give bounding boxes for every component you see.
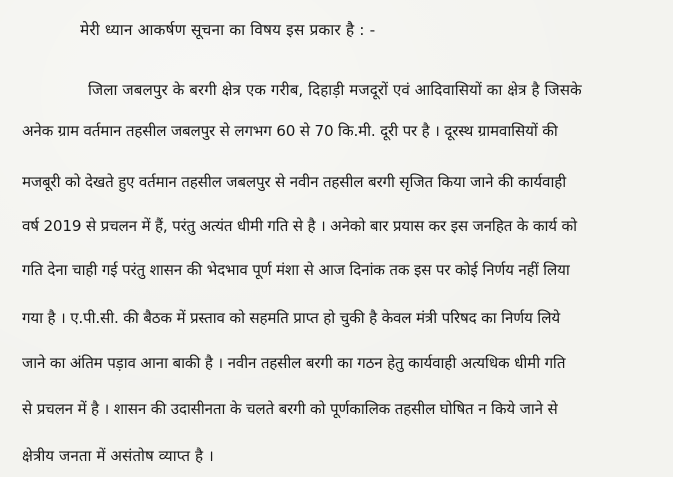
paragraph-line-4: वर्ष 2019 से प्रचलन में हैं, परंतु अत्यंत धीमी गति से है । अनेको बार प्रयास कर इस जनहित के कार्य को (22, 217, 577, 235)
paragraph-line-8: से प्रचलन में है । शासन की उदासीनता के चलते बरगी को पूर्णकालिक तहसील घोषित न किये जाने से (22, 400, 558, 418)
paragraph-line-5: गति देना चाही गई परंतु शासन की भेदभाव पूर्ण मंशा से आज दिनांक तक इस पर कोई निर्णय नहीं लिया (22, 261, 570, 279)
paragraph-line-2: अनेक ग्राम वर्तमान तहसील जबलपुर से लगभग 60 से 70 कि.मी. दूरी पर है । दूरस्थ ग्रामवासियों की (22, 122, 558, 140)
paragraph-line-9: क्षेत्रीय जनता में असंतोष व्याप्त है । (22, 447, 214, 465)
paragraph-line-7: जाने का अंतिम पड़ाव आना बाकी है । नवीन तहसील बरगी का गठन हेतु कार्यवाही अत्यधिक धीमी गति (22, 354, 566, 372)
paragraph-line-6: गया है । ए.पी.सी. की बैठक में प्रस्ताव को सहमति प्राप्त हो चुकी है केवल मंत्री परिषद का निर्णय लिये (22, 309, 560, 327)
subject-heading: मेरी ध्यान आकर्षण सूचना का विषय इस प्रकार है : - (80, 21, 376, 39)
paragraph-line-1: जिला जबलपुर के बरगी क्षेत्र एक गरीब, दिहाड़ी मजदूरों एवं आदिवासियों का क्षेत्र है जिसके (88, 81, 582, 99)
paragraph-line-3: मजबूरी को देखते हुए वर्तमान तहसील जबलपुर से नवीन तहसील बरगी सृजित किया जाने की कार्यवाही (22, 173, 566, 191)
